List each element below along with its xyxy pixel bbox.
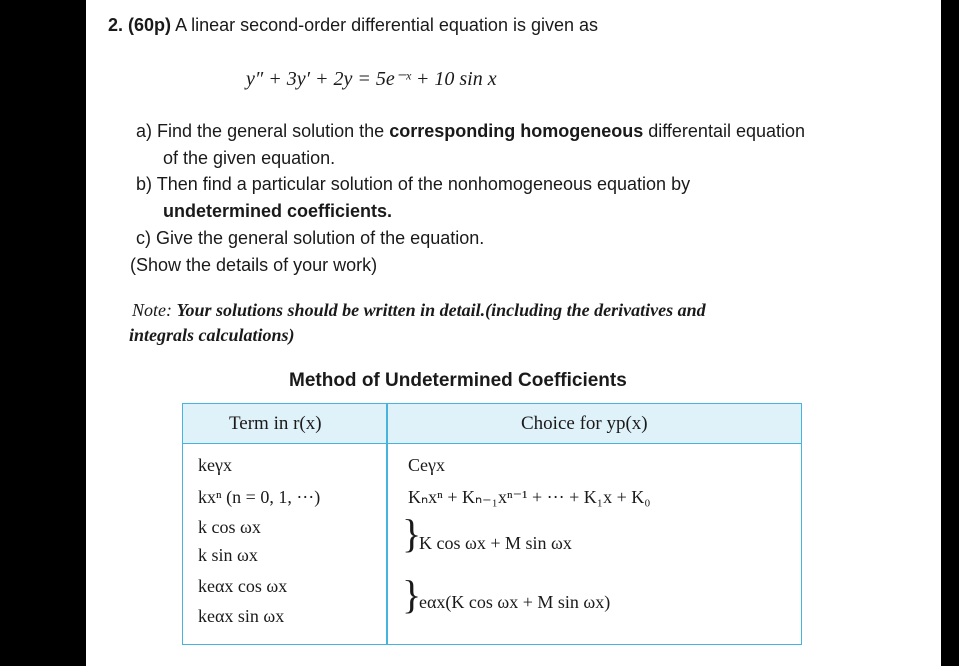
header-choice: Choice for yp(x): [521, 413, 648, 434]
document-page: [86, 0, 941, 666]
show-details: (Show the details of your work): [130, 255, 378, 275]
question-points: (60p): [128, 15, 172, 35]
coefficients-table: [182, 403, 802, 645]
item-a-line2: of the given equation.: [163, 148, 336, 168]
question-text: A linear second-order differential equation is given as: [175, 15, 598, 35]
brace-icon: }: [402, 511, 422, 556]
term-row-5: keαx cos ωx: [198, 576, 288, 596]
item-b: b) Then find a particular solution of the nonhomogeneous equation by: [136, 174, 691, 194]
choice-row-4: eαx(K cos ωx + M sin ωx): [419, 592, 611, 612]
term-row-1: keγx: [198, 455, 232, 475]
term-row-2: kxⁿ (n = 0, 1, ···): [198, 487, 321, 507]
term-row-6: keαx sin ωx: [198, 606, 285, 626]
choice-row-1: Ceγx: [408, 455, 445, 475]
term-row-4: k sin ωx: [198, 545, 258, 565]
brace-icon: }: [402, 572, 422, 617]
choice-row-3: K cos ωx + M sin ωx: [419, 533, 572, 553]
column-divider: [386, 404, 388, 644]
differential-equation: y″ + 3y′ + 2y = 5e⁻ˣ + 10 sin x: [246, 68, 497, 90]
item-a: a) Find the general solution the corresponding homogeneous differentail equation: [136, 121, 806, 141]
choice-row-2: Kₙxⁿ + Kₙ₋₁xⁿ⁻¹ + ··· + K₁x + K₀: [408, 487, 651, 507]
note-line2: integrals calculations): [129, 325, 295, 345]
item-b-bold: undetermined coefficients.: [163, 201, 393, 221]
question-heading: [108, 15, 598, 36]
term-row-3: k cos ωx: [198, 517, 261, 537]
table-title: Method of Undetermined Coefficients: [289, 370, 627, 391]
header-term: Term in r(x): [229, 413, 322, 434]
note-line1: Note: Your solutions should be written in detail.(including the derivatives and: [132, 300, 706, 320]
question-number: 2.: [108, 15, 124, 35]
item-c: c) Give the general solution of the equation.: [136, 228, 485, 248]
